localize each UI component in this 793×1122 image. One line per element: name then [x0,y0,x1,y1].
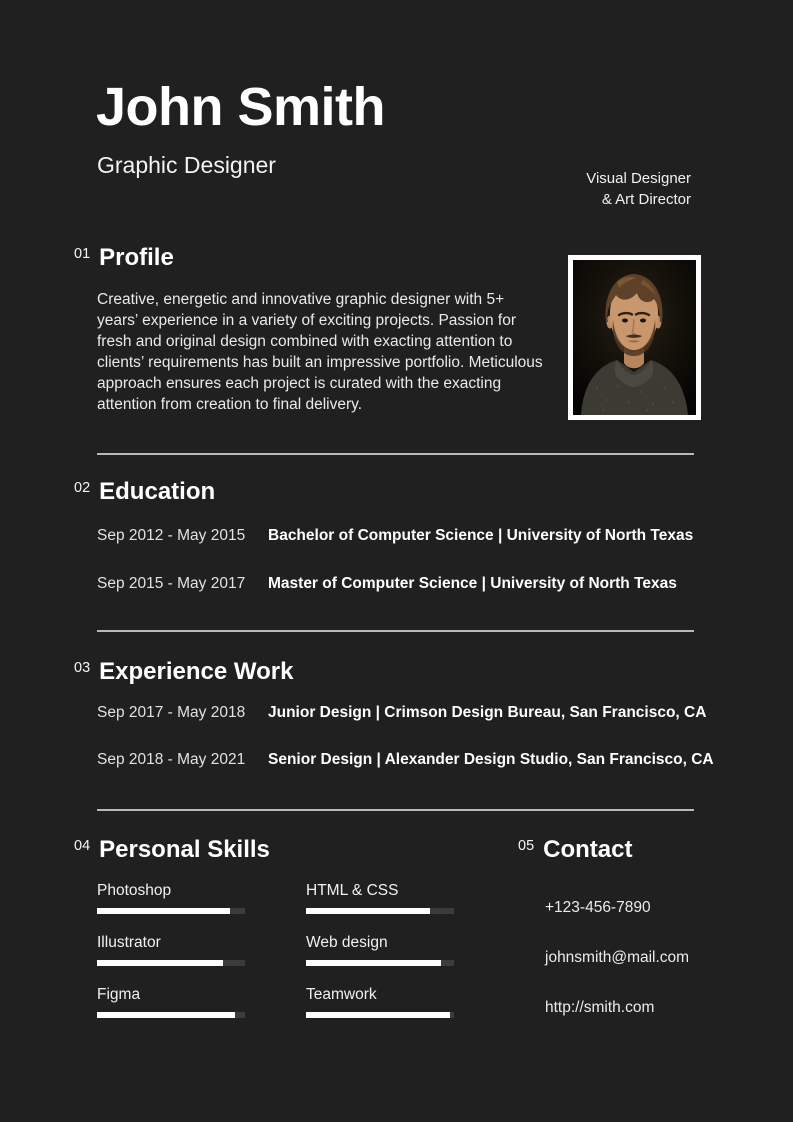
education-entry [97,575,677,593]
education-dates: Sep 2015 - May 2017 [97,575,246,592]
skill-bar [97,960,245,966]
person-name: John Smith [96,77,385,137]
experience-entry [97,704,706,722]
skill-item [306,934,454,966]
section-divider [97,809,694,811]
profile-photo [568,255,701,420]
skill-label: Web design [306,934,388,951]
skill-label: Teamwork [306,986,377,1003]
skill-item [306,986,454,1018]
skill-bar [306,960,454,966]
experience-entry [97,751,714,769]
skill-label: HTML & CSS [306,882,399,899]
education-degree: Bachelor of Computer Science | University of North Texas [268,527,694,544]
section-title-profile: Profile [99,244,174,271]
skill-label: Illustrator [97,934,161,951]
skill-item [97,882,245,914]
experience-role: Senior Design | Alexander Design Studio, San Francisco, CA [268,751,714,768]
section-divider [97,453,694,455]
skill-bar-fill [97,908,230,914]
skills-section-heading [74,837,270,862]
contact-email[interactable]: johnsmith@mail.com [545,949,690,966]
skill-bar [97,908,245,914]
contact-section-heading [518,837,632,862]
section-number: 01 [74,246,91,262]
skill-bar [306,908,454,914]
skill-bar-fill [306,908,430,914]
skills-grid [97,882,454,1018]
skill-label: Photoshop [97,882,172,899]
person-role: Graphic Designer [97,152,276,178]
tagline-line-1: Visual Designer [586,170,691,187]
contact-website[interactable]: http://smith.com [545,999,655,1016]
tagline [586,168,691,210]
section-title-contact: Contact [543,836,633,863]
profile-section-heading [74,245,174,270]
education-degree: Master of Computer Science | University of North Texas [268,575,677,592]
section-number: 04 [74,838,91,854]
education-entry [97,527,693,545]
portrait-illustration [573,260,696,415]
experience-dates: Sep 2018 - May 2021 [97,751,246,768]
skill-bar-fill [306,1012,450,1018]
skill-bar [306,1012,454,1018]
skill-label: Figma [97,986,141,1003]
section-title-skills: Personal Skills [99,836,270,863]
profile-text: Creative, energetic and innovative graphic designer with 5+ years’ experience in a variety of exciting projects. Passion for fresh and original design combined with exacting attention to clients’ requirements has built an impressive portfolio. Meticulous approach ensures each project is curated with the exacting attention from creation to final delivery. [97,291,543,413]
experience-role: Junior Design | Crimson Design Bureau, San Francisco, CA [268,704,707,721]
section-number: 03 [74,660,91,676]
skill-bar-fill [306,960,441,966]
section-number: 05 [518,838,535,854]
skill-bar [97,1012,245,1018]
section-title-education: Education [99,478,216,505]
education-dates: Sep 2012 - May 2015 [97,527,246,544]
tagline-line-2: & Art Director [601,191,691,208]
skill-item [97,986,245,1018]
section-divider [97,630,694,632]
skill-bar-fill [97,960,223,966]
skill-item [97,934,245,966]
contact-phone[interactable]: +123-456-7890 [545,899,651,916]
experience-dates: Sep 2017 - May 2018 [97,704,246,721]
skill-item [306,882,454,914]
section-number: 02 [74,480,91,496]
education-section-heading [74,479,215,504]
experience-section-heading [74,659,293,684]
section-title-experience: Experience Work [99,658,294,685]
skill-bar-fill [97,1012,235,1018]
